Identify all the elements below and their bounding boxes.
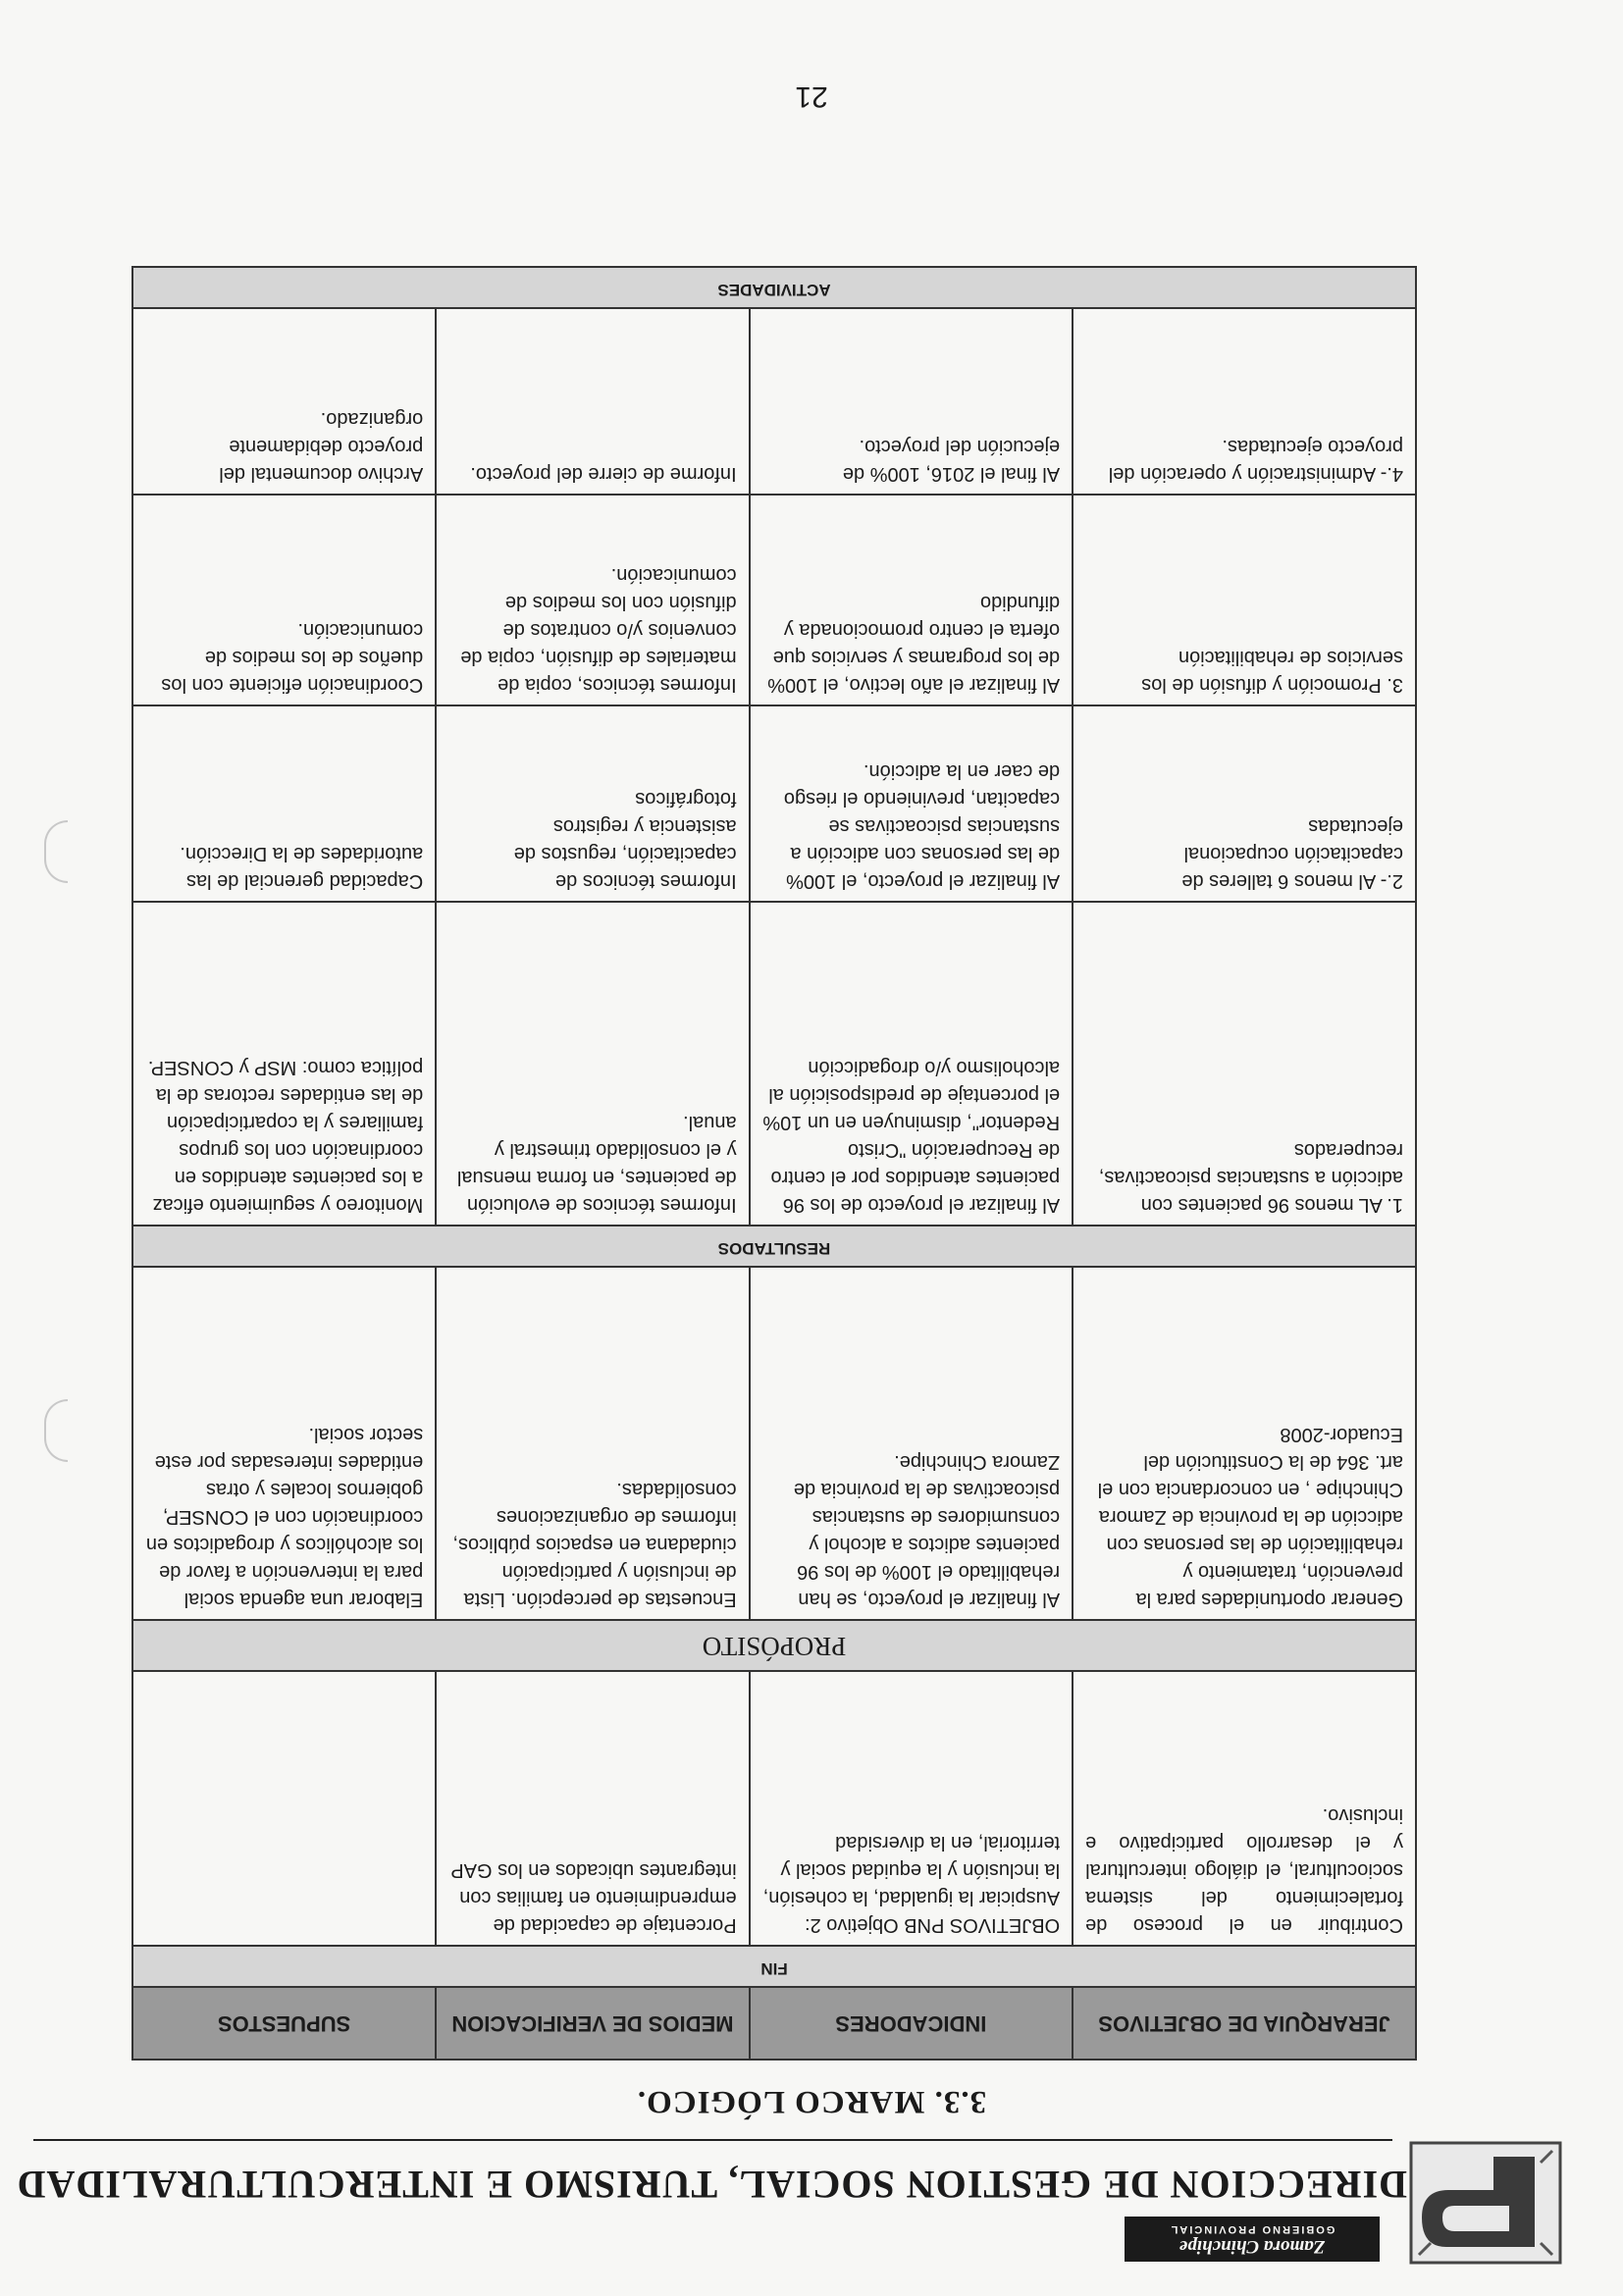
resultado-2-indicador: Al finalizar el proyecto, el 100% de las personas con adicción a sustancias psicoactivas se capacitan, previniendo el riesgo de caer en la adicción. [750, 705, 1073, 902]
proposito-indicador: Al finalizar el proyecto, se han rehabilitado el 100% de los 96 pacientes adictos a alcohol y consumidores de sustancias psicoactivas de la provincia de Zamora Chinchipe. [750, 1267, 1073, 1620]
header-rule [33, 2139, 1392, 2141]
section-label-resultados: RESULTADOS [132, 1226, 1416, 1267]
col-header-indicadores: INDICADORES [750, 1987, 1073, 2060]
resultado-2-medio: Informes técnicos de capacitación, regustos de asistencia y registros fotográficos [436, 705, 749, 902]
col-header-medios: MEDIOS DE VERIFICACION [436, 1987, 749, 2060]
resultado-1-supuesto: Monitoreo y seguimiento eficaz a los pacientes atendidos en coordinación con los grupos familiares y la coparticipación de las entidades rectoras de la política como: MSP y CONSEP. [132, 902, 436, 1226]
fin-indicador: OBJETIVOS PNB Objetivo 2: Auspiciar la igualdad, la cohesión, la inclusión y la equidad social y territorial, en la diversidad [750, 1671, 1073, 1946]
section-label-proposito: PROPÓSITO [132, 1620, 1416, 1671]
proposito-objetivo: Generar oportunidades para la prevención, tratamiento y rehabilitación de las personas con adicción de la provincia de Zamora Chinchipe , en concordancia con el art. 364 de la Constitución del Ecuador-2008 [1073, 1267, 1416, 1620]
fin-supuesto [132, 1671, 436, 1946]
resultado-3-objetivo: 3. Promoción y difusión de los servicios de rehabilitación [1073, 495, 1416, 705]
col-header-objetivos: JERARQUIA DE OBJETIVOS [1073, 1987, 1416, 2060]
gob-line: GOBIERNO PROVINCIAL [1169, 2223, 1335, 2235]
resultado-4-indicador: Al final el 2016, 100% de ejecución del proyecto. [750, 308, 1073, 495]
section-title: 3.3. MARCO LÓGICO. [636, 2084, 987, 2119]
resultado-2-supuesto: Capacidad gerencial de las autoridades de la Dirección. [132, 705, 436, 902]
section-row-fin [132, 1946, 1416, 1987]
table-row-proposito [132, 1267, 1416, 1620]
gobierno-provincial-badge [1125, 2217, 1380, 2262]
col-header-supuestos: SUPUESTOS [132, 1987, 436, 2060]
resultado-3-indicador: Al finalizar el año lectivo, el 100% de los programas y servicios que oferta el centro promocionada y difundido [750, 495, 1073, 705]
resultado-1-indicador: Al finalizar el proyecto de los 96 pacientes atendidos por el centro de Recuperación "Cristo Redentor", disminuyen en un 10% el porcentaje de predisposición al alcoholismo y/o drogadicción [750, 902, 1073, 1226]
resultado-2-objetivo: 2.- Al menos 6 talleres de capacitación ocupacional ejecutadas [1073, 705, 1416, 902]
resultado-1-objetivo: 1. AL menos 96 pacientes con adicción a sustancias psicoactivas, recuperados [1073, 902, 1416, 1226]
resultado-1-medio: Informes técnicos de evolución de pacientes, en forma mensual y el consolidado trimestral y anual. [436, 902, 749, 1226]
proposito-medio: Encuestas de percepción. Lista de inclusión y participación ciudadana en espacios públicos, informes de organizaciones consolidadas. [436, 1267, 749, 1620]
page-header [16, 2119, 1564, 2267]
section-row-resultados [132, 1226, 1416, 1267]
binder-hole [44, 820, 68, 883]
resultado-4-objetivo: 4.- Administración y operación del proyecto ejecutadas. [1073, 308, 1416, 495]
table-row [132, 308, 1416, 495]
table-row [132, 705, 1416, 902]
provincial-logo-icon [1407, 2139, 1564, 2267]
fin-medio: Porcentaje de capacidad de emprendimiento en familias con integrantes ubicados en los GAP [436, 1671, 749, 1946]
gob-brand: Zamora Chinchipe [1178, 2236, 1326, 2257]
resultado-3-medio: Informes técnicos, copia de materiales de difusión, copia de convenios y/o contratos de difusión con los medios de comunicación. [436, 495, 749, 705]
table-row [132, 902, 1416, 1226]
table-row-fin [132, 1671, 1416, 1946]
table-row [132, 495, 1416, 705]
marco-logico-table [131, 266, 1417, 2061]
department-name: DIRECCION DE GESTION SOCIAL, TURISMO E INTERCULTURALIDAD [16, 2163, 1407, 2207]
proposito-supuesto: Elaborar una agenda social para la intervención a favor de los alcohólicos y drogadictos en coordinación con el CONSEP, gobiernos locales y otras entidades interesadas por este sector social. [132, 1267, 436, 1620]
section-row-actividades [132, 267, 1416, 308]
header-row [132, 1987, 1416, 2060]
page-number: 21 [795, 80, 828, 113]
section-label-fin: FIN [132, 1946, 1416, 1987]
resultado-3-supuesto: Coordinación eficiente con los dueños de los medios de comunicación. [132, 495, 436, 705]
section-label-actividades: ACTIVIDADES [132, 267, 1416, 308]
resultado-4-supuesto: Archivo documental del proyecto debidamente organizado. [132, 308, 436, 495]
section-row-proposito [132, 1620, 1416, 1671]
resultado-4-medio: Informe de cierre del proyecto. [436, 308, 749, 495]
binder-hole [44, 1399, 68, 1462]
fin-objetivo: Contribuir en el proceso de fortalecimiento del sistema sociocultural, el diálogo intercultural y el desarrollo participativo e inclusivo. [1073, 1671, 1416, 1946]
